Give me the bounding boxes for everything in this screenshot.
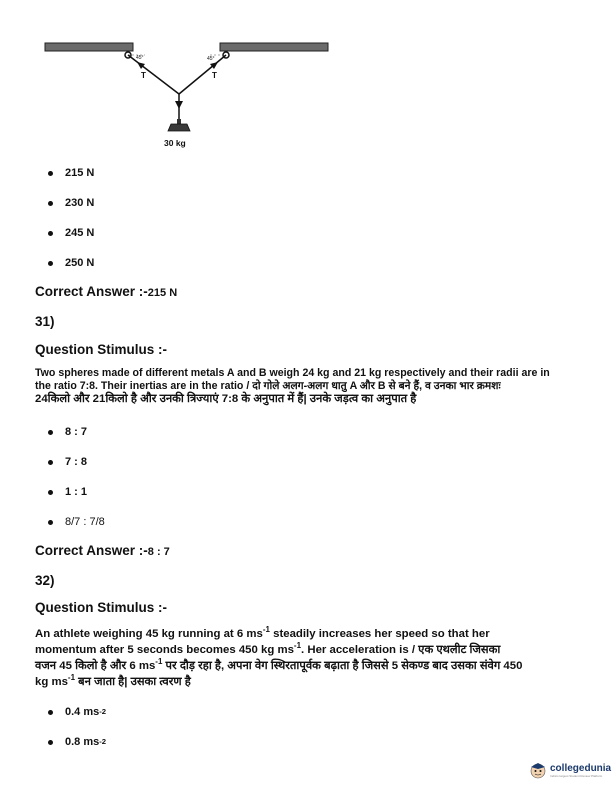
q32-stimulus-label: Question Stimulus :- [35,600,168,615]
mascot-icon [528,760,548,780]
q30-option-3[interactable]: 245 N [48,227,94,239]
q31-option-3[interactable]: 1 : 1 [48,486,87,498]
mass-label: 30 kg [164,138,186,148]
q32-text-line3: वजन 45 किलो है और 6 $ms^{-1}$ पर दौड़ रहा है, अपना वेग स्थिरतापूर्वक बढ़ाता है जिससे 5 सेकण्ड बाद उसका संवेग 450 [35,657,523,672]
angle-left-label: 45° [136,55,144,61]
bullet-icon [48,261,53,266]
bullet-icon [48,231,53,236]
right-ceiling-beam [220,43,328,51]
tension-left-label: T [141,71,146,80]
left-ceiling-beam [45,43,133,51]
tension-diagram [40,38,340,153]
mass-block [168,124,190,131]
angle-right-label: 45° [207,56,215,62]
q32-text-line2: momentum after 5 seconds becomes 450 kg $ms^{-1}$. Her acceleration is / एक एथलीट जिसका [35,641,501,656]
q31-text-line3: 24किलो और 21किलो है और उनकी त्रिज्याएं 7:8 के अनुपात में हैं| उनके जड़त्व का अनुपात है [35,393,417,405]
q32-number: 32) [35,573,55,588]
q31-stimulus-label: Question Stimulus :- [35,342,168,357]
tension-right-label: T [212,71,217,80]
q30-option-2[interactable]: 230 N [48,197,94,209]
q31-correct-answer: Correct Answer :-8 : 7 [35,543,170,558]
logo-name: collegedunia [550,762,612,774]
bullet-icon [48,740,53,745]
q32-question-text [35,626,580,690]
collegedunia-logo [528,760,611,780]
bullet-icon [48,201,53,206]
q31-option-2[interactable]: 7 : 8 [48,456,87,468]
q32-text-line4: kg $ms^{-1}$ बन जाता है| उसका त्वरण है [35,673,191,688]
q30-option-4[interactable]: 250 N [48,257,94,269]
bullet-icon [48,430,53,435]
q31-correct-answer-value: 8 : 7 [147,546,170,558]
q30-correct-answer: Correct Answer :-215 N [35,284,178,299]
q30-option-1[interactable]: 215 N [48,167,94,179]
q31-option-4[interactable]: 8/7 : 7/8 [48,516,105,528]
bullet-icon [48,710,53,715]
logo-tagline: India's largest Student Review Platform [550,773,603,778]
down-arrow [175,101,183,109]
mass-hook [177,119,181,124]
q31-question-text [35,367,575,406]
right-string [179,55,226,94]
q32-text-line1: An athlete weighing 45 kg running at 6 $ms^{-1}$ steadily increases her speed so that her [35,625,490,640]
bullet-icon [48,171,53,176]
q32-option-2[interactable]: 0.8 ms -2 [48,736,106,748]
q31-text-line1: Two spheres made of different metals A and B weigh 24 kg and 21 kg respectively and their radii are in [35,367,550,379]
bullet-icon [48,520,53,525]
q31-text-line2: the ratio 7:8. Their inertias are in the ratio / दो गोले अलग-अलग धातु A और B से बने हैं, व उनका भार क्रमशः [35,380,501,392]
bullet-icon [48,490,53,495]
q32-option-1[interactable]: 0.4 ms -2 [48,706,106,718]
q30-correct-answer-value: 215 N [147,287,178,299]
q31-number: 31) [35,314,55,329]
bullet-icon [48,460,53,465]
q31-option-1[interactable]: 8 : 7 [48,426,87,438]
